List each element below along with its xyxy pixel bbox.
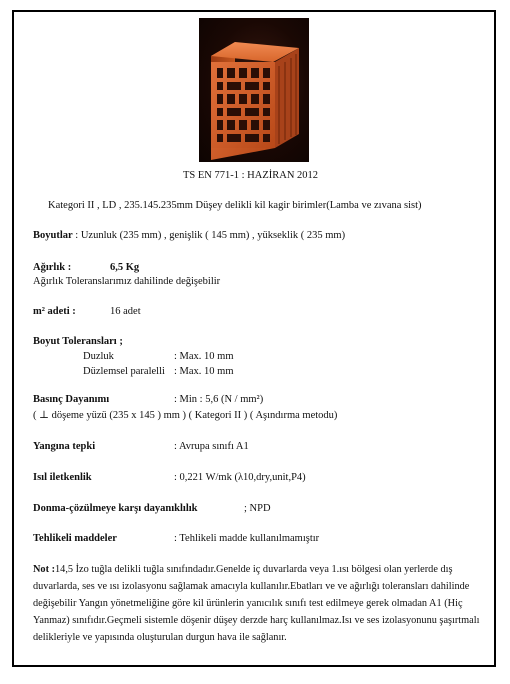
note-label: Not :	[33, 564, 56, 575]
dims-label: Boyutlar	[33, 230, 73, 241]
weight-value: 6,5 Kg	[110, 262, 140, 273]
tolerance-flatness-value: : Max. 10 mm	[174, 351, 234, 362]
note-text: 14,5 İzo tuğla delikli tuğla sınıfındadır.Genelde iç duvarlarda veya 1.ısı bölgesi olan yerlerde dış duvarlarda, ses ve ısı izolasyonu sağlamak amacıyla kullanılır.Ebatları ve ve ağırlığı toleransları dahilinde değişebilir Yangın yönetmeliğine göre kil ürünlerin yanıcılık sınıfı test edilmeye gerek olmadan A1 (Hiç Yanmaz) sınıfıdır.Geçmeli sistemle döşenir düşey derzde harç kullanılmaz.Isı ve ses izolasyonunu şaşırtmalı delikleriyle ve yapısında oluşturulan durgun hava ile sağlanır.	[33, 564, 480, 643]
thermal-value: : 0,221 W/mk (λ10,dry,unit,P4)	[174, 472, 306, 483]
brick-photo	[199, 18, 309, 162]
dims-row	[33, 230, 345, 241]
hazard-value: : Tehlikeli madde kullanılmamıştır	[174, 533, 320, 544]
fire-value: : Avrupa sınıfı A1	[174, 441, 249, 452]
frost-value: ; NPD	[244, 503, 271, 514]
compressive-value: : Min : 5,6 (N / mm²)	[174, 394, 264, 405]
category-line: Kategori II , LD , 235.145.235mm Düşey delikli kil kagir birimler(Lamba ve zıvana sist)	[48, 200, 422, 211]
fire-label: Yangına tepki	[33, 441, 96, 452]
weight-label: Ağırlık :	[33, 262, 72, 273]
hazard-label: Tehlikeli maddeler	[33, 533, 117, 544]
dims-value: : Uzunluk (235 mm) , genişlik ( 145 mm) , yükseklik ( 235 mm)	[72, 230, 346, 241]
thermal-label: Isıl iletkenlik	[33, 472, 92, 483]
tolerance-parallel-value: : Max. 10 mm	[174, 366, 234, 377]
tolerance-flatness-label: Duzluk	[83, 351, 114, 362]
note-paragraph	[33, 561, 485, 646]
m2-label: m² adeti :	[33, 306, 76, 317]
standard-line: TS EN 771-1 : HAZİRAN 2012	[183, 170, 319, 181]
tolerance-heading: Boyut Toleransları ;	[33, 336, 123, 347]
weight-note: Ağırlık Toleranslarımız dahilinde değişebilir	[33, 276, 221, 287]
m2-value: 16 adet	[110, 306, 141, 317]
perforated-brick-image	[199, 18, 309, 162]
tolerance-parallel-label: Düzlemsel paralelli	[83, 366, 165, 377]
frost-label: Donma-çözülmeye karşı dayanıklılık	[33, 503, 198, 514]
compressive-detail: ( ⊥ döşeme yüzü (235 x 145 ) mm ) ( Kategori II ) ( Aşındırma metodu)	[33, 410, 338, 421]
compressive-label: Basınç Dayanımı	[33, 394, 110, 405]
